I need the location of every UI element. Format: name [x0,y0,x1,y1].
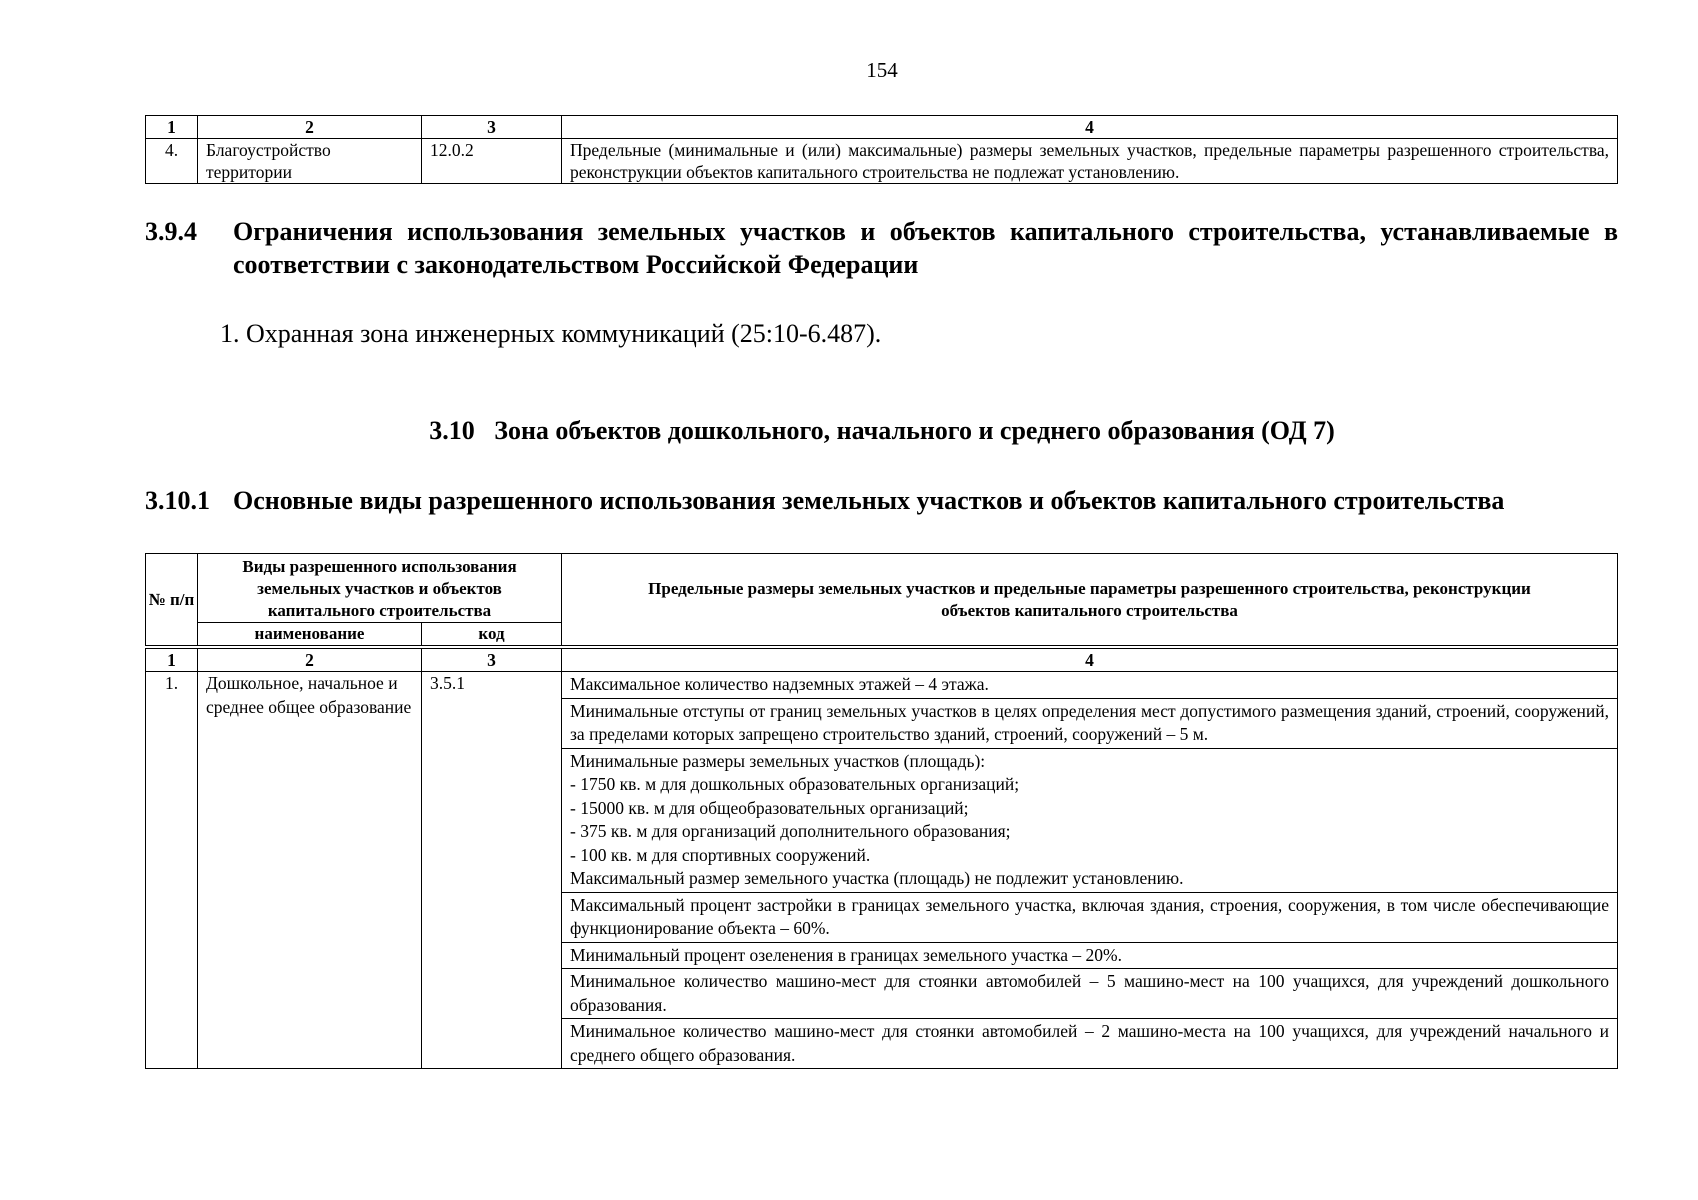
section-number: 3.9.4 [145,217,197,246]
param-max-floors: Максимальное количество надземных этажей – 4 этажа. [562,672,1618,699]
param-line: - 1750 кв. м для дошкольных образовательных организаций; [570,774,1020,794]
continuation-table [145,115,1618,184]
col-number-2: 2 [198,116,422,139]
zone-heading-3-10: 3.10 Зона объектов дошкольного, начального и среднего образования (ОД 7) [429,416,1335,445]
col-number-4: 4 [562,116,1618,139]
section-title: Основные виды разрешенного использования земельных участков и объектов капитального строительства [233,486,1505,515]
head-code: код [422,623,562,648]
table-header-row [146,116,1618,139]
col-number-3: 3 [422,647,562,672]
head-kinds: Виды разрешенного использования земельных участков и объектов капитального строительства [198,554,562,623]
col-number-1: 1 [146,116,198,139]
head-params: Предельные размеры земельных участков и предельные параметры разрешенного строительства, реконструкции объектов капитального строительства [562,554,1618,648]
col-number-2: 2 [198,647,422,672]
section-number: 3.10.1 [145,486,210,515]
param-line: - 15000 кв. м для общеобразовательных организаций; [570,797,969,818]
col-number-4: 4 [562,647,1618,672]
table-col-number-row [146,647,1618,672]
row-number: 4. [146,139,198,184]
row-number: 1. [146,672,198,1069]
use-code: 3.5.1 [422,672,562,1069]
use-code: 12.0.2 [422,139,562,184]
table-row [146,139,1618,184]
param-parking-preschool: Минимальное количество машино-мест для стоянки автомобилей – 5 машино-мест на 100 учащихся, для учреждений дошкольного образования. [562,969,1618,1019]
use-name: Благоустройство территории [198,139,422,184]
col-number-1: 1 [146,647,198,672]
col-number-3: 3 [422,116,562,139]
param-min-setbacks: Минимальные отступы от границ земельных участков в целях определения мест допустимого размещения зданий, строений, сооружений, за пределами которых запрещено строительство зданий, строений, сооружений – 5 м. [562,698,1618,748]
param-plot-sizes [562,748,1618,892]
section-heading-3-9-4 [145,215,1618,281]
param-max-build-percent: Максимальный процент застройки в границах земельного участка, включая здания, строения, сооружения, в том числе обеспечивающие функционирование объекта – 60%. [562,892,1618,942]
use-name: Дошкольное, начальное и среднее общее образование [198,672,422,1069]
param-line: Минимальные размеры земельных участков (площадь): [570,750,986,771]
permitted-use-table [145,553,1618,1069]
section-heading-3-10-1 [145,484,1645,517]
table-head-row [146,554,1618,623]
head-num: № п/п [146,554,198,648]
param-line: - 100 кв. м для спортивных сооружений. [570,844,871,865]
param-line: Максимальный размер земельного участка (площадь) не подлежит установлению. [570,868,1184,888]
head-name: наименование [198,623,422,648]
param-parking-school: Минимальное количество машино-мест для стоянки автомобилей – 2 машино-места на 100 учащихся, для учреждений начального и среднего общего образования. [562,1019,1618,1069]
param-line: - 375 кв. м для организаций дополнительного образования; [570,821,1011,841]
page-number: 154 [866,58,898,82]
restriction-item: 1. Охранная зона инженерных коммуникаций (25:10-6.487). [220,319,882,348]
section-title: Ограничения использования земельных участков и объектов капитального строительства, устанавливаемые в соответствии с законодательством Российской Федерации [233,217,1618,279]
param-min-greening: Минимальный процент озеленения в границах земельного участка – 20%. [562,942,1618,969]
table-row [146,672,1618,699]
use-params: Предельные (минимальные и (или) максимальные) размеры земельных участков, предельные параметры разрешенного строительства, реконструкции объектов капитального строительства не подлежат установлению. [562,139,1618,184]
